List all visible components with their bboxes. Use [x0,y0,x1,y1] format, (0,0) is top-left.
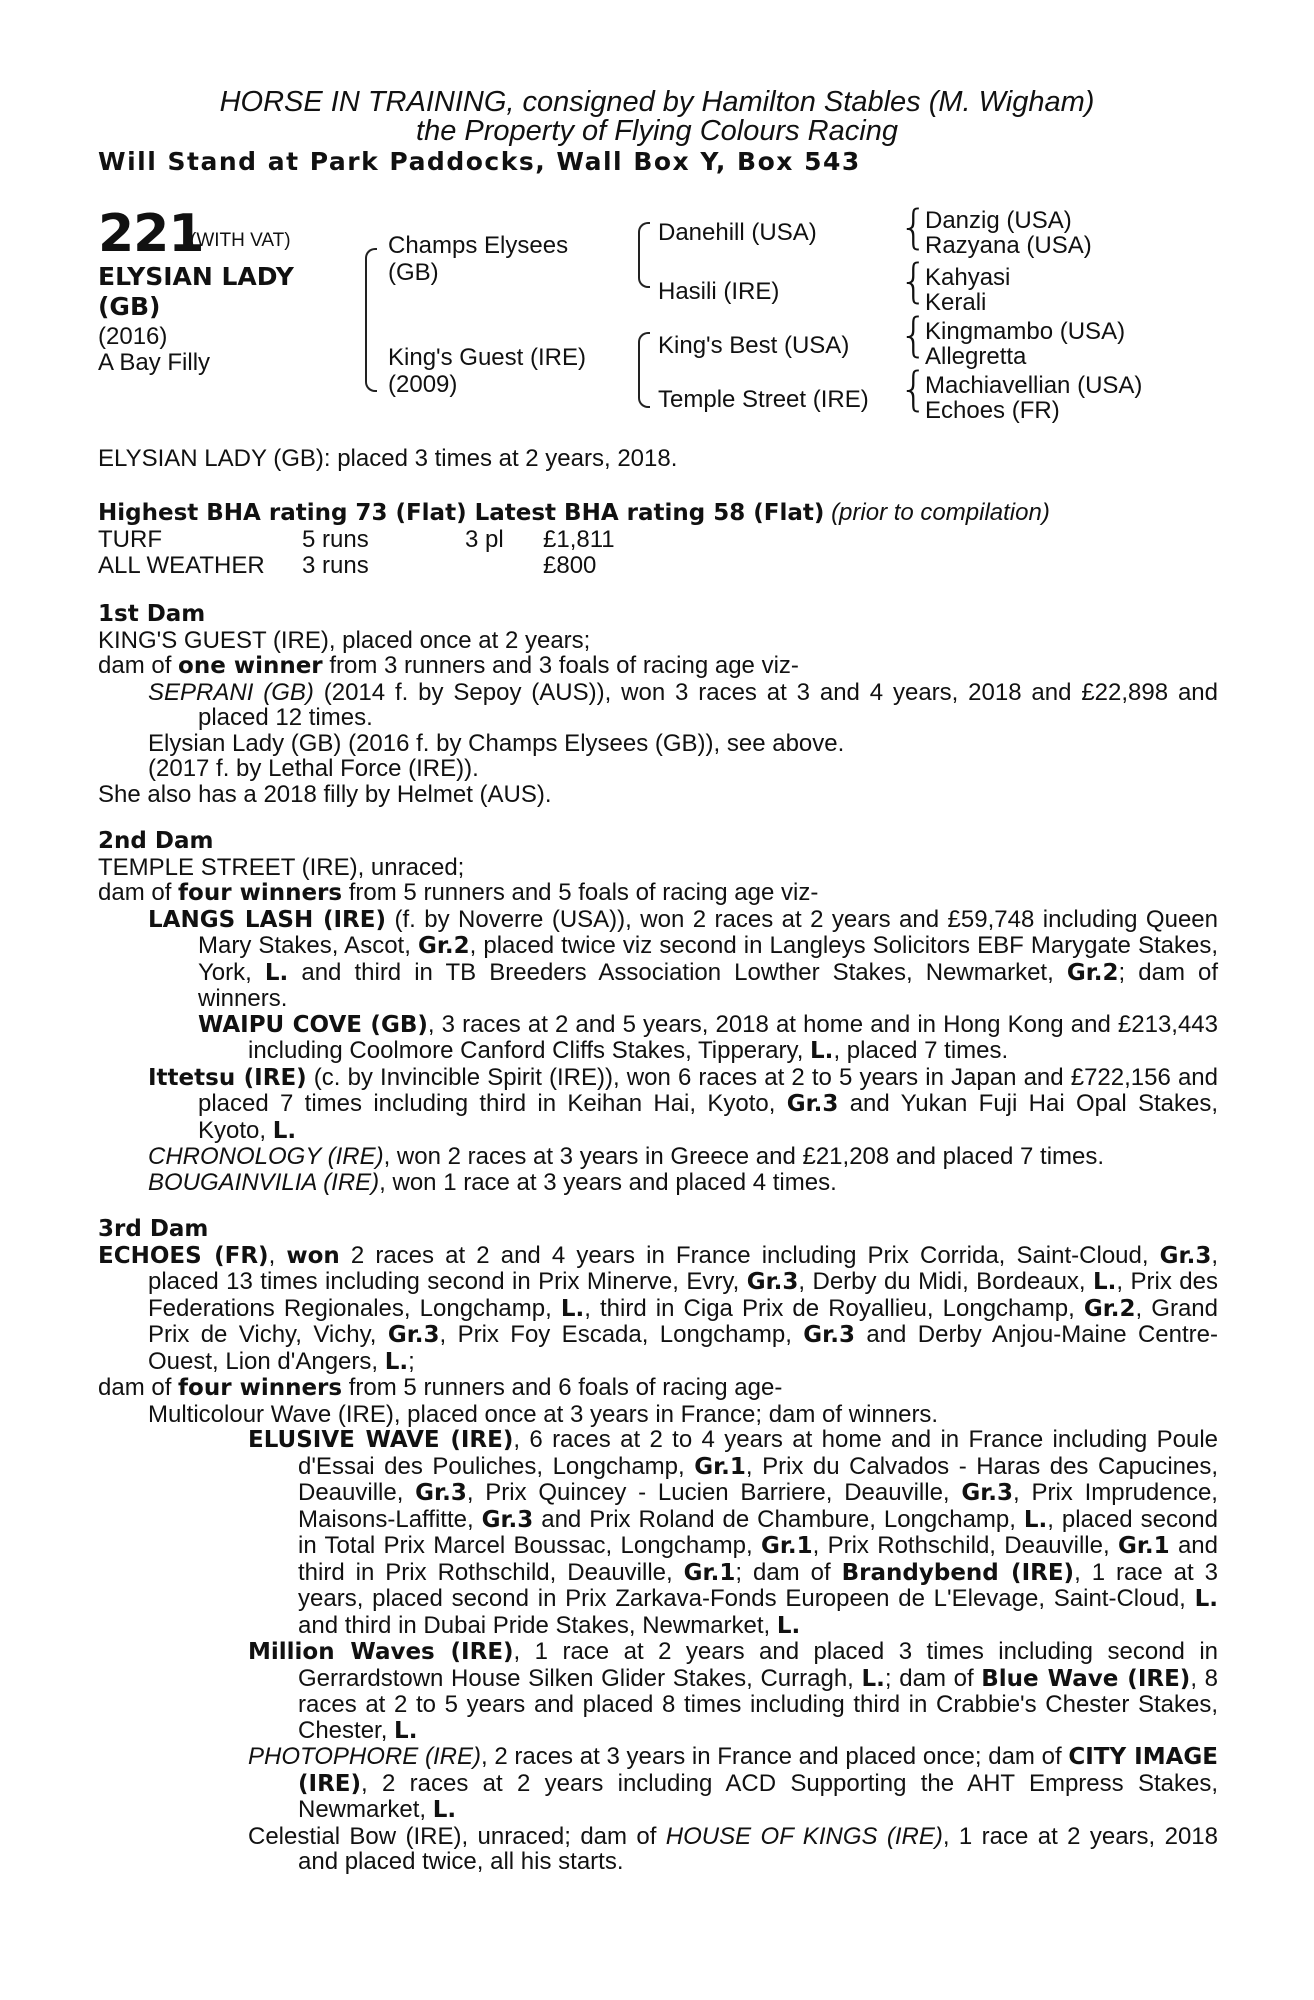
record-turf-surface: TURF [98,526,162,553]
vat-note: (WITH VAT) [190,230,291,251]
ggp-8: Echoes (FR) [925,397,1060,424]
produce-chronology: CHRONOLOGY (IRE), won 2 races at 3 years in Greece and £21,208 and placed 7 times. [148,1143,1105,1170]
dam-line2: (2009) [388,371,458,398]
produce-seprani: SEPRANI (GB) (2014 f. by Sepoy (AUS)), won 3 races at 3 and 4 years, 2018 and £22,898 and placed 12 times. [148,678,1218,731]
horse-name [98,262,294,322]
pedigree-dam-dam: Temple Street (IRE) [658,386,869,413]
horse-name-line1: ELYSIAN LADY [98,262,294,291]
produce-photophore: PHOTOPHORE (IRE), 2 races at 3 years in France and placed once; dam of CITY IMAGE (IRE), 2 races at 2 years including ACD Supporting the AHT Empress Stakes, Newmarket, L. [248,1743,1218,1823]
produce-2018: She also has a 2018 filly by Helmet (AUS). [98,780,552,808]
ggp-7: Machiavellian (USA) [925,372,1143,399]
ratings-note: (prior to compilation) [831,499,1050,526]
record-turf-placed: 3 pl [465,526,504,553]
brace-glyph: { [899,308,929,362]
produce-ittetsu: Ittetsu (IRE) (c. by Invincible Spirit (IRE)), won 6 races at 2 to 5 years in Japan and £722,156 and placed 7 times including third in Keihan Hai, Kyoto, Gr.3 and Yukan Fuji Hai Opal Stakes, Kyoto, L. [148,1063,1218,1144]
ggp-1: Danzig (USA) [925,207,1072,234]
horse-description: A Bay Filly [98,349,211,376]
third-dam-heading: 3rd Dam [98,1216,209,1242]
produce-million-waves: Million Waves (IRE), 1 race at 2 years and placed 3 times including second in Gerrardstown House Silken Glider Stakes, Curragh, L.; dam of Blue Wave (IRE), 8 races at 2 to 5 years and placed 8 times including third in Crabbie's Chester Stakes, Chester, L. [248,1638,1219,1744]
sire-brace [638,222,650,288]
record-aw-runs: 3 runs [302,552,369,579]
third-dam-echoes: ECHOES (FR), won 2 races at 2 and 4 years in France including Prix Corrida, Saint-Cloud, Gr.3, placed 13 times including second in Prix Minerve, Evry, Gr.3, Derby du Midi, Bordeaux, L., Prix des Federations Regionales, Longchamp, L., third in Ciga Prix de Royallieu, Longchamp, Gr.2, Grand Prix de Vichy, Vichy, Gr.3, Prix Foy Escada, Longchamp, Gr.3 and Derby Anjou-Maine Centre-Ouest, Lion d'Angers, L.; [98,1241,1218,1375]
brace-glyph: { [899,254,929,308]
pedigree-sire-sire: Danehill (USA) [658,219,817,246]
second-dam-produce-line: dam of four winners from 5 runners and 5 foals of racing age viz- [98,879,819,906]
lot-number: 221 [98,204,204,264]
brace-glyph: { [899,362,929,416]
horse-name-line2: (GB) [98,292,161,321]
pedigree-sire [388,232,568,286]
consignor-line: HORSE IN TRAINING, consigned by Hamilton Stables (M. Wigham) [219,86,1095,118]
ratings-line [98,500,1218,527]
sire-line2: (GB) [388,259,439,286]
produce-waipu-cove: WAIPU COVE (GB), 3 races at 2 and 5 years, 2018 at home and in Hong Kong and £213,443 including Coolmore Canford Cliffs Stakes, Tipperary, L., placed 7 times. [198,1010,1218,1064]
ggp-5: Kingmambo (USA) [925,318,1126,345]
location-line: Will Stand at Park Paddocks, Wall Box Y, Box 543 [98,147,861,176]
produce-elysian-lady: Elysian Lady (GB) (2016 f. by Champs Elysees (GB)), see above. [148,729,845,757]
ggp-2: Razyana (USA) [925,232,1092,259]
ggp-3: Kahyasi [925,264,1011,291]
property-line: the Property of Flying Colours Racing [416,115,898,147]
produce-2017: (2017 f. by Lethal Force (IRE)). [148,755,479,782]
dam-brace [638,332,650,408]
record-turf-prize: £1,811 [543,526,615,553]
third-dam-produce-line: dam of four winners from 5 runners and 6 foals of racing age- [98,1374,783,1401]
brace-glyph: { [899,200,929,254]
ggp-6: Allegretta [925,343,1027,370]
pedigree-sire-dam: Hasili (IRE) [658,278,780,305]
pedigree-dam-sire: King's Best (USA) [658,332,850,359]
record-turf-runs: 5 runs [302,526,369,553]
second-dam-heading: 2nd Dam [98,828,214,854]
first-dam-heading: 1st Dam [98,601,206,627]
record-aw-prize: £800 [543,552,597,579]
produce-multicolour-wave: Multicolour Wave (IRE), placed once at 3 years in France; dam of winners. [148,1400,939,1428]
first-dam-line: KING'S GUEST (IRE), placed once at 2 years; [98,626,591,654]
pedigree-dam [388,344,586,398]
sire-line1: Champs Elysees [388,232,569,259]
sire-dam-brace [365,248,377,392]
dam-line1: King's Guest (IRE) [388,344,586,371]
produce-bougainvilia: BOUGAINVILIA (IRE), won 1 race at 3 years and placed 4 times. [148,1168,837,1196]
record-aw-surface: ALL WEATHER [98,552,265,579]
first-dam-produce-line: dam of one winner from 3 runners and 3 foals of racing age viz- [98,652,799,679]
produce-elusive-wave: ELUSIVE WAVE (IRE), 6 races at 2 to 4 years at home and in France including Poule d'Essai des Pouliches, Longchamp, Gr.1, Prix du Calvados - Haras des Capucines, Deauville, Gr.3, Prix Quincey - Lucien Barriere, Deauville, Gr.3, Prix Imprudence, Maisons-Laffitte, Gr.3 and Prix Roland de Chambure, Longchamp, L., placed second in Total Prix Marcel Boussac, Longchamp, Gr.1, Prix Rothschild, Deauville, Gr.1 and third in Prix Rothschild, Deauville, Gr.1; dam of Brandybend (IRE), 1 race at 3 years, placed second in Prix Zarkava-Fonds Europeen de L'Elevage, Saint-Cloud, L. and third in Dubai Pride Stakes, Newmarket, L. [248,1426,1219,1639]
produce-langs-lash: LANGS LASH (IRE) (f. by Noverre (USA)), won 2 races at 2 years and £59,748 including Queen Mary Stakes, Ascot, Gr.2, placed twice viz second in Langleys Solicitors EBF Marygate Stakes, York, L. and third in TB Breeders Association Lowther Stakes, Newmarket, Gr.2; dam of winners. [148,905,1219,1012]
produce-celestial-bow: Celestial Bow (IRE), unraced; dam of HOUSE OF KINGS (IRE), 1 race at 2 years, 2018 and placed twice, all his starts. [248,1822,1218,1875]
family-section [98,580,1218,1875]
bha-ratings: Highest BHA rating 73 (Flat) Latest BHA rating 58 (Flat) [98,500,825,526]
racing-summary: ELYSIAN LADY (GB): placed 3 times at 2 years, 2018. [98,445,678,472]
second-dam-line: TEMPLE STREET (IRE), unraced; [98,853,465,881]
foaling-year: (2016) [98,323,168,350]
ggp-4: Kerali [925,289,987,316]
